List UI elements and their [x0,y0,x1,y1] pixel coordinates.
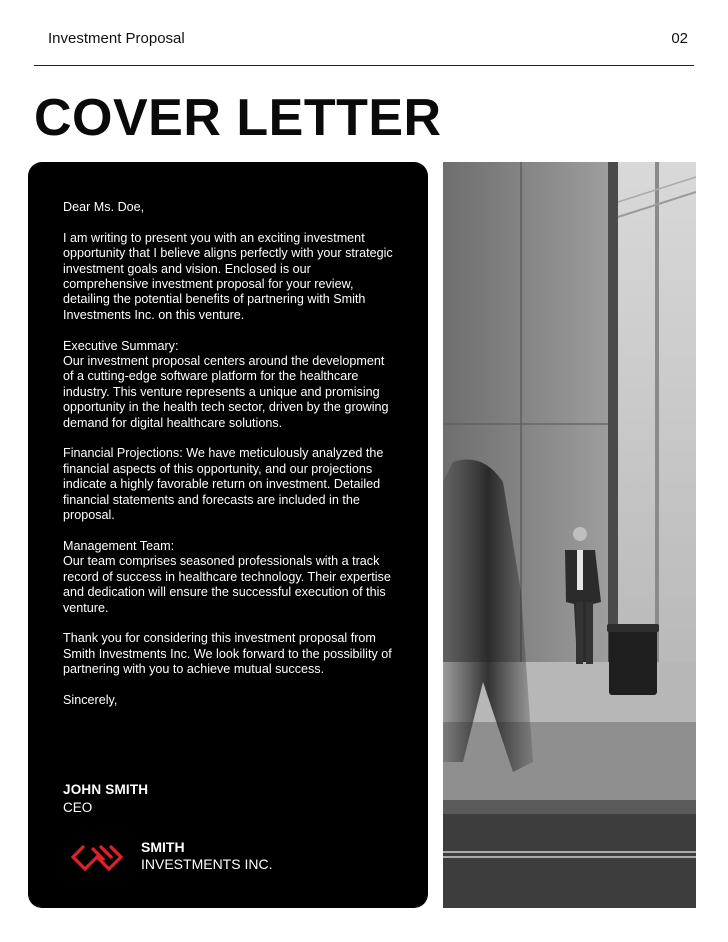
financial-projections-text: Financial Projections: We have meticulously analyzed the financial aspects of this opportunity, and our projections indicate a highly favorable return on investment. Detailed financial statements and forecasts are included in the proposal. [63,446,384,523]
letter-salutation: Dear Ms. Doe, [63,200,145,214]
smith-investments-logo-icon [70,838,132,878]
executive-summary-text: Our investment proposal centers around the development of a cutting-edge software platform for the healthcare industry. This venture represents a unique and promising opportunity in the health tech sector, driven by the growing demand for digital healthcare solutions. [63,354,389,430]
company-name-line2: INVESTMENTS INC. [141,856,273,872]
page-title: COVER LETTER [34,89,442,147]
letter-closing: Thank you for considering this investment proposal from Smith Investments Inc. We look forward to the possibility of partnering with you to achieve mutual success. [63,631,392,677]
letter-sign-off: Sincerely, [63,692,118,707]
company-name [141,839,272,873]
executive-summary-heading: Executive Summary: [63,338,179,353]
letter-body [63,200,394,708]
signer-title: CEO [63,800,93,815]
page-number: 02 [671,30,688,47]
cover-photo [443,162,696,908]
page-header [34,28,694,66]
signer-name: JOHN SMITH [63,782,149,797]
management-team-text: Our team comprises seasoned professionals with a track record of success in healthcare technology. Their expertise and dedication will ensure the successful execution of this venture. [63,554,391,615]
management-team-heading: Management Team: [63,538,175,553]
letter-intro: I am writing to present you with an exciting investment opportunity that I believe aligns perfectly with your strategic investment goals and vision. Enclosed is our comprehensive investment proposal for your review, detailing the potential benefits of partnering with Smith Investments Inc. on this venture. [63,230,393,322]
company-name-line1: SMITH [141,839,185,855]
cover-letter-card [28,162,428,908]
header-title: Investment Proposal [48,30,185,47]
